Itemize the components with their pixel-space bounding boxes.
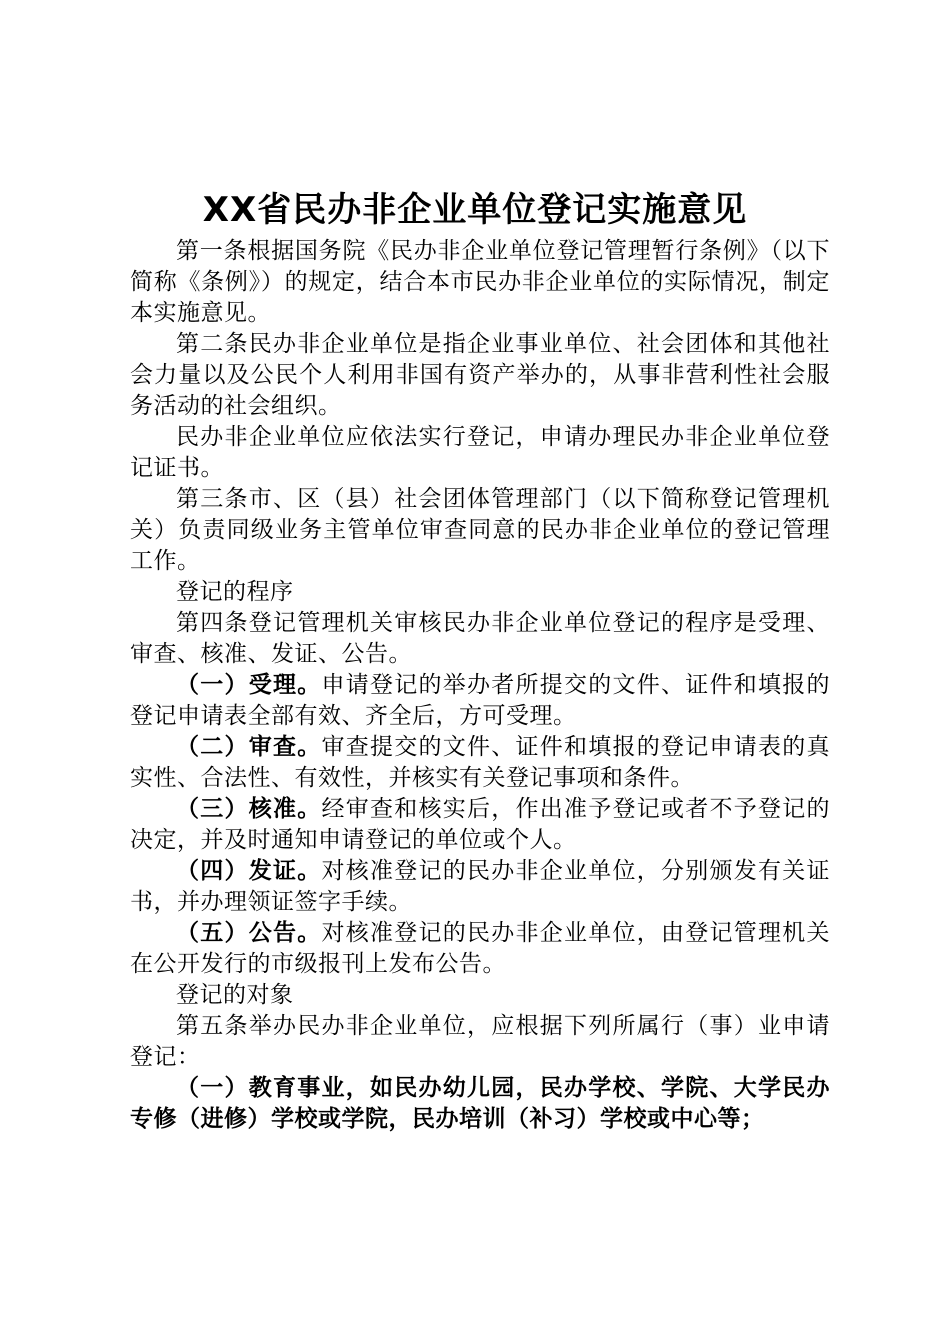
procedure-item-approve bbox=[130, 794, 830, 856]
procedure-item-accept-text: 申请登记的举办者所提交的文件、证件和填报的登记申请表全部有效、齐全后，方可受理。 bbox=[130, 672, 830, 729]
paragraph-article-5: 第五条举办民办非企业单位，应根据下列所属行（事）业申请登记： bbox=[130, 1013, 830, 1070]
procedure-item-review-head: （二）审查。 bbox=[176, 734, 322, 760]
section-heading-objects: 登记的对象 bbox=[176, 982, 294, 1008]
procedure-item-certify bbox=[130, 856, 830, 918]
document-title: XX省民办非企业单位登记实施意见 bbox=[202, 190, 748, 230]
procedure-item-approve-head: （三）核准。 bbox=[176, 796, 322, 822]
procedure-item-announce-head: （五）公告。 bbox=[176, 920, 322, 946]
procedure-item-review bbox=[130, 732, 830, 794]
paragraph-article-4: 第四条登记管理机关审核民办非企业单位登记的程序是受理、审查、核准、发证、公告。 bbox=[130, 610, 830, 667]
procedure-item-review-text: 审查提交的文件、证件和填报的登记申请表的真实性、合法性、有效性，并核实有关登记事项和条件。 bbox=[130, 734, 830, 791]
paragraph-article-2: 第二条民办非企业单位是指企业事业单位、社会团体和其他社会力量以及公民个人利用非国有资产举办的，从事非营利性社会服务活动的社会组织。 bbox=[130, 331, 830, 419]
paragraph-registration-requirement: 民办非企业单位应依法实行登记，申请办理民办非企业单位登记证书。 bbox=[130, 424, 830, 481]
procedure-item-accept bbox=[130, 670, 830, 732]
procedure-item-approve-text: 经审查和核实后，作出准予登记或者不予登记的决定，并及时通知申请登记的单位或个人。 bbox=[130, 796, 830, 853]
procedure-item-accept-head: （一）受理。 bbox=[176, 672, 322, 698]
section-heading-procedure: 登记的程序 bbox=[176, 579, 294, 605]
document-body bbox=[130, 236, 830, 1135]
procedure-item-certify-head: （四）发证。 bbox=[176, 858, 322, 884]
procedure-item-announce-text: 对核准登记的民办非企业单位，由登记管理机关在公开发行的市级报刊上发布公告。 bbox=[130, 920, 830, 977]
paragraph-article-1: 第一条根据国务院《民办非企业单位登记管理暂行条例》（以下简称《条例》）的规定，结合本市民办非企业单位的实际情况，制定本实施意见。 bbox=[130, 238, 830, 326]
paragraph-article-3: 第三条市、区（县）社会团体管理部门（以下简称登记管理机关）负责同级业务主管单位审查同意的民办非企业单位的登记管理工作。 bbox=[130, 486, 830, 574]
procedure-item-announce bbox=[130, 918, 830, 980]
procedure-item-certify-text: 对核准登记的民办非企业单位，分别颁发有关证书，并办理领证签字手续。 bbox=[130, 858, 830, 915]
category-item-education: （一）教育事业，如民办幼儿园，民办学校、学院、大学民办专修（进修）学校或学院，民办培训（补习）学校或中心等； bbox=[130, 1075, 830, 1132]
